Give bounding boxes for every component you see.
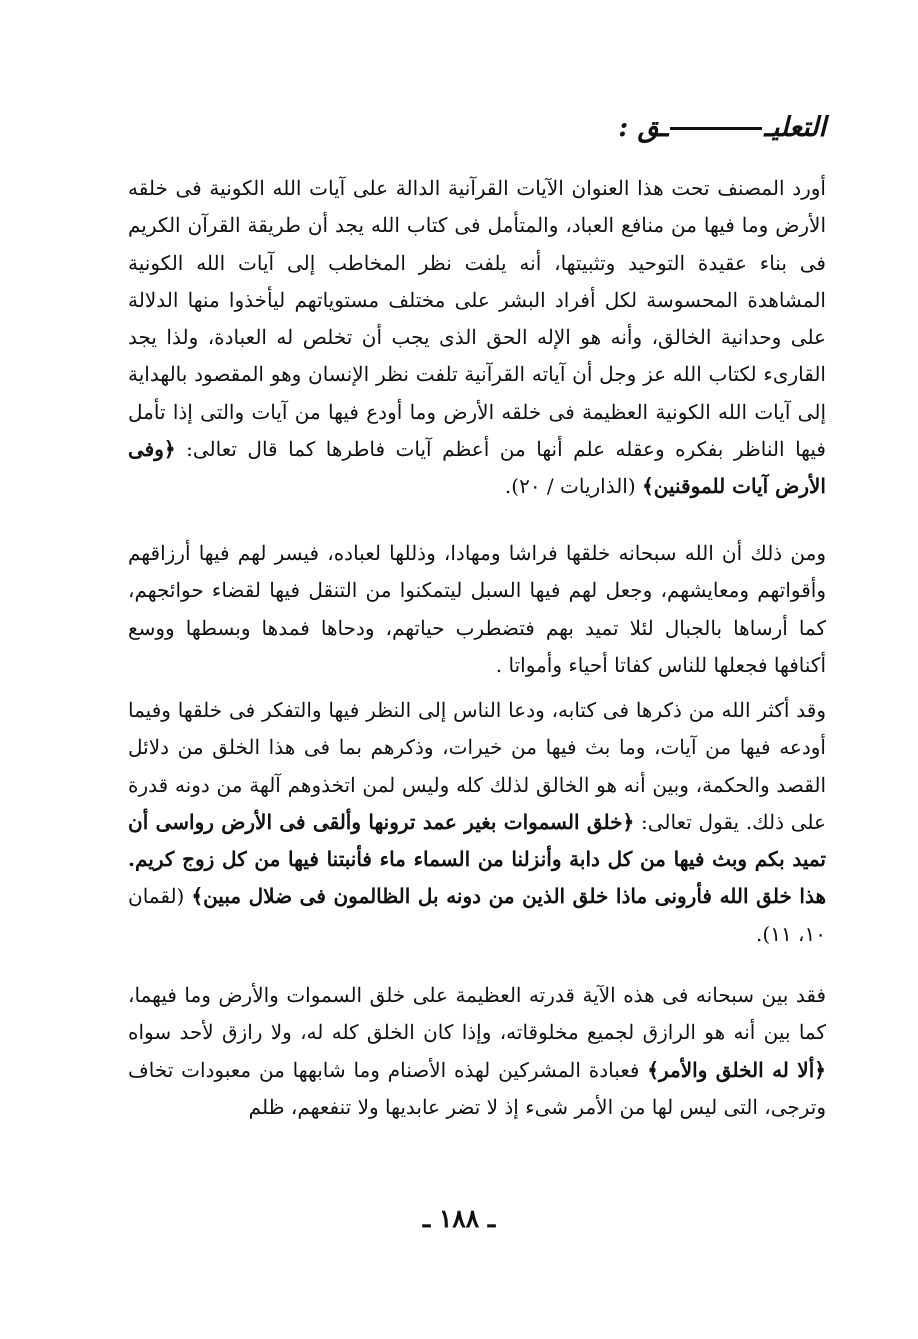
paragraph-3 — [128, 692, 826, 953]
heading-elongation — [670, 127, 762, 130]
quran-verse: ﴿خلق السموات بغير عمد ترونها وألقى فى الأرض رواسى أن تميد بكم وبث فيها من كل دابة وأنزلنا من السماء ماء فأنبتنا فيها من كل زوج كريم. هذا خلق الله فأرونى ماذا خلق الذين من دونه بل الظالمون فى ضلال مبين﴾ — [128, 809, 827, 909]
paragraph-text-continued: فعبادة المشركين لهذه الأصنام وما شابهها من معبودات تخاف وترجى، التى ليس لها من الأمر شىء إذ لا تضر عابديها ولا تنفعهم، ظلم — [128, 1057, 826, 1119]
paragraph-text: ومن ذلك أن الله سبحانه خلقها فراشا ومهادا، وذللها لعباده، فيسر لهم فيها أرزاقهم وأقواتهم ومعايشهم، وجعل لهم فيها السبل ليتمكنوا من التنقل فيها لقضاء حوائجهم، كما أرساها بالجبال لئلا تميد بهم فتضطرب حياتهم، ودحاها فمدها وبسطها ووسع أكنافها فجعلها للناس كفاتا أحياء وأمواتا . — [128, 541, 826, 677]
quran-verse: ﴿وفى الأرض آيات للموقنين﴾ — [128, 437, 826, 499]
paragraph-text: وقد أكثر الله من ذكرها فى كتابه، ودعا الناس إلى النظر فيها والتفكر فى خلقها وفيما أودعه فيها من آيات، وما بث فيها من خيرات، وذكرهم بما فى هذا الخلق من دلائل القصد والحكمة، وبين أنه هو الخالق لذلك كله وليس لمن اتخذوهم آلهة من دونه قدرة على ذلك. يقول تعالى: — [128, 698, 826, 834]
quran-verse: ﴿ألا له الخلق والأمر﴾ — [647, 1057, 826, 1082]
heading-text-start: التعليـ — [764, 112, 826, 143]
paragraph-1 — [128, 170, 826, 506]
verse-reference: (لقمان ١٠، ١١). — [128, 884, 826, 946]
page-number: ـ ١٨٨ ـ — [422, 1204, 496, 1233]
heading-text-end: ـق : — [618, 112, 669, 143]
verse-reference: (الذاريات / ٢٠). — [504, 474, 643, 499]
section-heading — [618, 108, 826, 148]
paragraph-text: فقد بين سبحانه فى هذه الآية قدرته العظيمة على خلق السموات والأرض وما فيهما، كما بين أنه هو الرازق لجميع مخلوقاته، وإذا كان الخلق كله له، ولا رازق لأحد سواه — [128, 983, 826, 1045]
paragraph-2 — [128, 535, 826, 684]
paragraph-text: أورد المصنف تحت هذا العنوان الآيات القرآنية الدالة على آيات الله الكونية فى خلقه الأرض وما فيها من منافع العباد، والمتأمل فى كتاب الله يجد أن طريقة القرآن الكريم فى بناء عقيدة التوحيد وتثبيتها، أنه يلفت نظر المخاطب إلى آيات الله الكونية المشاهدة المحسوسة لكل أفراد البشر على مختلف مستوياتهم ليأخذوا منها الدلالة على وحدانية الخالق، وأنه هو الإله الحق الذى يجب أن تخلص له العبادة، ولذا يجد القارىء لكتاب الله عز وجل أن آياته القرآنية تلفت نظر الإنسان وهو المقصود بالهداية إلى آيات الله الكونية العظيمة فى خلقه الأرض وما أودع فيها من آيات والتى إذا تأمل فيها الناظر بفكره وعقله علم أنها من أعظم آيات فاطرها كما قال تعالى: — [128, 176, 826, 462]
paragraph-4 — [128, 977, 826, 1126]
